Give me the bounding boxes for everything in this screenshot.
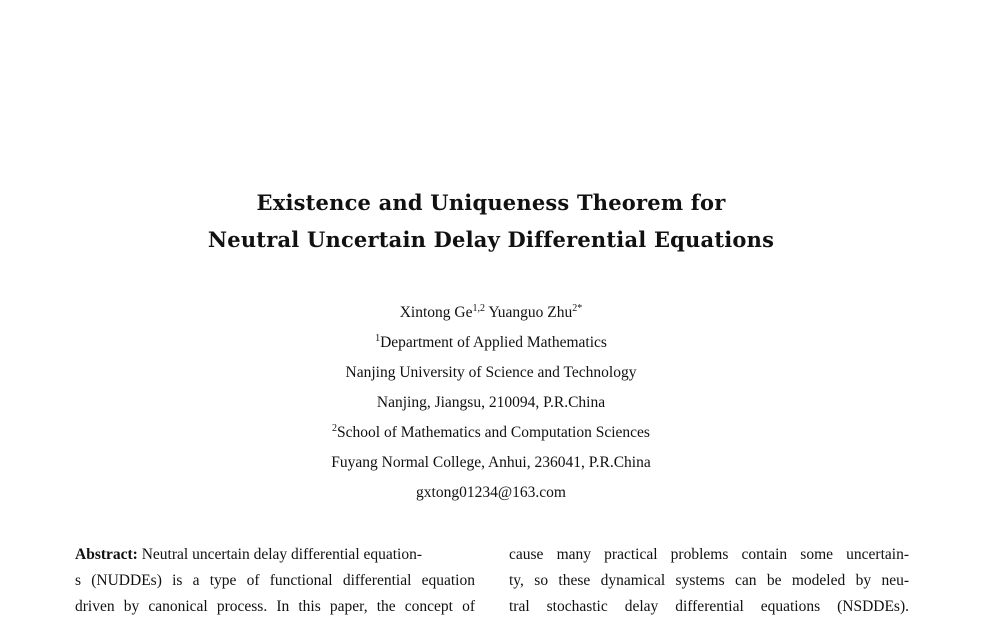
abstract-left-column <box>75 542 475 620</box>
affiliation-1-superscript: 1 <box>375 333 381 344</box>
affiliation-1-address: Nanjing, Jiangsu, 210094, P.R.China <box>376 394 606 411</box>
author-1-superscript: 1,2 <box>472 303 485 314</box>
affiliation-1-department-text: Department of Applied Mathematics <box>380 334 607 351</box>
author-line <box>0 298 982 328</box>
affiliation-2-superscript: 2 <box>332 423 338 434</box>
body-line: ty, so these dynamical systems can be modeled by neu- <box>509 572 909 589</box>
author-2-superscript: 2* <box>572 303 583 314</box>
affiliation-2-school <box>0 418 982 448</box>
author-name-1: Xintong Ge <box>399 304 473 321</box>
body-line: tral stochastic delay differential equations (NSDDEs). <box>509 598 909 615</box>
abstract-line <box>75 542 475 568</box>
abstract-line: driven by canonical process. In this paper, the concept of <box>75 598 475 615</box>
title-line-2: Neutral Uncertain Delay Differential Equations <box>207 227 775 252</box>
body-line: cause many practical problems contain some uncertain- <box>509 546 909 563</box>
affiliation-1-department <box>0 328 982 358</box>
abstract-label: Abstract: <box>75 546 138 563</box>
author-block <box>0 298 982 508</box>
author-name-2: Yuanguo Zhu <box>488 304 573 321</box>
abstract-line: s (NUDDEs) is a type of functional differential equation <box>75 572 475 589</box>
affiliation-2-school-text: School of Mathematics and Computation Sciences <box>337 424 650 441</box>
paper-title <box>0 184 982 258</box>
abstract-text: Neutral uncertain delay differential equation- <box>137 546 423 563</box>
body-right-column <box>509 542 909 620</box>
title-line-1: Existence and Uniqueness Theorem for <box>256 190 726 215</box>
author-email: gxtong01234@163.com <box>416 484 566 501</box>
affiliation-2-college: Fuyang Normal College, Anhui, 236041, P.R.China <box>331 454 651 471</box>
affiliation-1-university: Nanjing University of Science and Technology <box>345 364 637 381</box>
